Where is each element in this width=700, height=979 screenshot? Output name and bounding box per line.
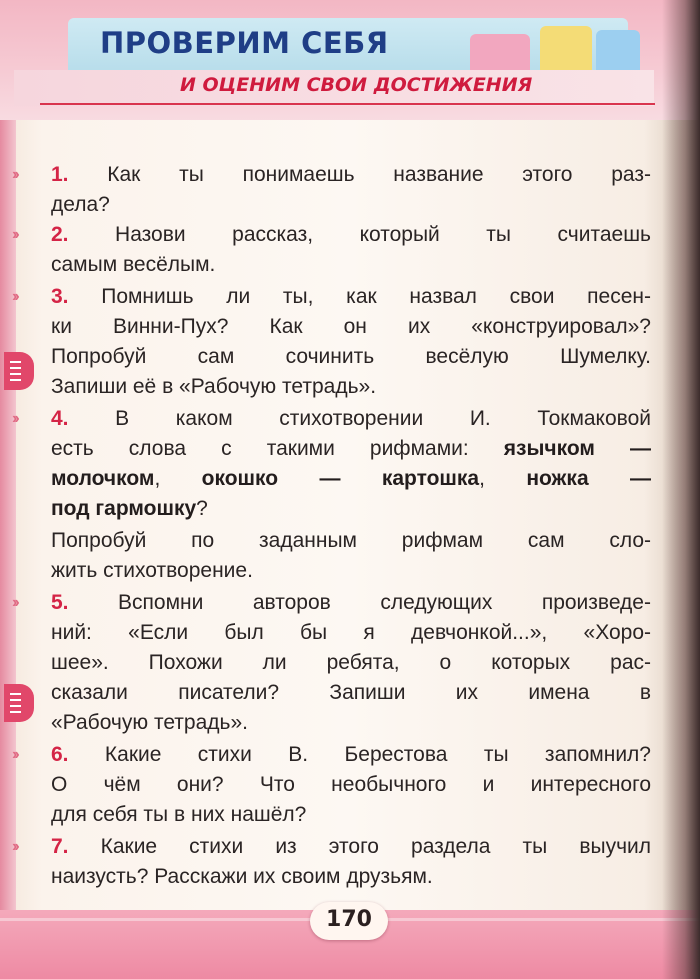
question-text: жить стихотворение. xyxy=(51,559,253,582)
question-number: 6. xyxy=(51,743,69,766)
question-text: шее». Похожи ли ребята, о которых рас- xyxy=(51,651,651,674)
page-number: 170 xyxy=(326,907,372,932)
question-line xyxy=(51,832,651,862)
question-text: Как ты понимаешь название этого раз- xyxy=(107,163,651,186)
question-number: 2. xyxy=(51,223,69,246)
question-number: 3. xyxy=(51,285,69,308)
question-4-cont xyxy=(18,556,658,586)
question-6 xyxy=(12,740,658,770)
rhyme-word: под гармошку xyxy=(51,497,197,520)
question-line xyxy=(51,588,651,618)
question-4-cont xyxy=(18,434,658,464)
question-3-cont xyxy=(18,372,658,402)
question-2 xyxy=(12,220,658,250)
question-text: Попробуй сам сочинить весёлую Шумелку. xyxy=(51,345,651,368)
question-text: Помнишь ли ты, как назвал свои песен- xyxy=(101,285,651,308)
question-line xyxy=(51,404,651,434)
rhyme-word: ножка — xyxy=(526,467,651,490)
header-tab-pink xyxy=(470,34,530,70)
question-text: Попробуй по заданным рифмам сам сло- xyxy=(51,529,651,552)
question-3-cont xyxy=(18,312,658,342)
rhyme-word: язычком — xyxy=(503,437,651,460)
question-7 xyxy=(12,832,658,862)
question-text: для себя ты в них нашёл? xyxy=(51,803,307,826)
question-5-cont xyxy=(18,648,658,678)
question-text: Вспомни авторов следующих произведе- xyxy=(118,591,651,614)
question-4-cont xyxy=(18,526,658,556)
question-text: Какие стихи В. Берестова ты запомнил? xyxy=(104,743,651,766)
question-text: В каком стихотворении И. Токмаковой xyxy=(115,407,651,430)
question-number: 7. xyxy=(51,835,69,858)
question-line xyxy=(51,740,651,770)
arrow-marker-icon: ›› xyxy=(12,594,17,611)
question-text: О чём они? Что необычного и интересного xyxy=(51,773,651,796)
question-4 xyxy=(12,404,658,434)
question-5-cont xyxy=(18,708,658,738)
question-text: дела? xyxy=(51,193,110,216)
question-5 xyxy=(12,588,658,618)
question-5-cont xyxy=(18,678,658,708)
page-gutter-shadow xyxy=(662,0,700,979)
question-text: наизусть? Расскажи их своим друзьям. xyxy=(51,865,433,888)
question-4-cont xyxy=(18,494,658,524)
question-5-cont xyxy=(18,618,658,648)
question-text: самым весёлым. xyxy=(51,253,216,276)
question-text: есть слова с такими рифмами: xyxy=(51,437,469,460)
header-tab-yellow xyxy=(540,26,592,70)
arrow-marker-icon: ›› xyxy=(12,838,17,855)
question-2-cont xyxy=(18,250,658,280)
question-line xyxy=(51,282,651,312)
question-number: 5. xyxy=(51,591,69,614)
question-text: Назови рассказ, который ты считаешь xyxy=(115,223,651,246)
question-line xyxy=(51,494,651,524)
rhyme-word: окошко — картошка xyxy=(201,467,480,490)
arrow-marker-icon: ›› xyxy=(12,288,17,305)
question-text: Запиши её в «Рабочую тетрадь». xyxy=(51,375,377,398)
arrow-marker-icon: ›› xyxy=(12,226,17,243)
arrow-marker-icon: ›› xyxy=(12,746,17,763)
question-4-cont xyxy=(18,464,658,494)
question-line: молочком, окошко — картошка, ножка — xyxy=(51,467,651,490)
question-1-cont xyxy=(18,190,658,220)
question-3 xyxy=(12,282,658,312)
title-divider xyxy=(40,103,655,105)
question-7-cont xyxy=(18,862,658,892)
page-title: ПРОВЕРИМ СЕБЯ xyxy=(100,26,389,60)
question-1 xyxy=(12,160,658,190)
question-text: «Рабочую тетрадь». xyxy=(51,711,248,734)
question-6-cont xyxy=(18,770,658,800)
rhyme-word: молочком xyxy=(51,467,155,490)
question-6-cont xyxy=(18,800,658,830)
question-text: ки Винни-Пух? Как он их «конструировал»? xyxy=(51,315,651,338)
question-line xyxy=(51,220,651,250)
question-mark: ? xyxy=(196,497,208,520)
question-text: Какие стихи из этого раздела ты выучил xyxy=(100,835,651,858)
question-text: сказали писатели? Запиши их имена в xyxy=(51,681,651,704)
arrow-marker-icon: ›› xyxy=(12,166,17,183)
question-text: ний: «Если был бы я девчонкой...», «Хоро- xyxy=(51,621,651,644)
question-3-cont xyxy=(18,342,658,372)
question-number: 1. xyxy=(51,163,69,186)
page-subtitle: И ОЦЕНИМ СВОИ ДОСТИЖЕНИЯ xyxy=(180,74,533,96)
arrow-marker-icon: ›› xyxy=(12,410,17,427)
header-tab-blue xyxy=(596,30,640,70)
question-line xyxy=(51,160,651,190)
question-number: 4. xyxy=(51,407,69,430)
question-line xyxy=(51,434,651,464)
